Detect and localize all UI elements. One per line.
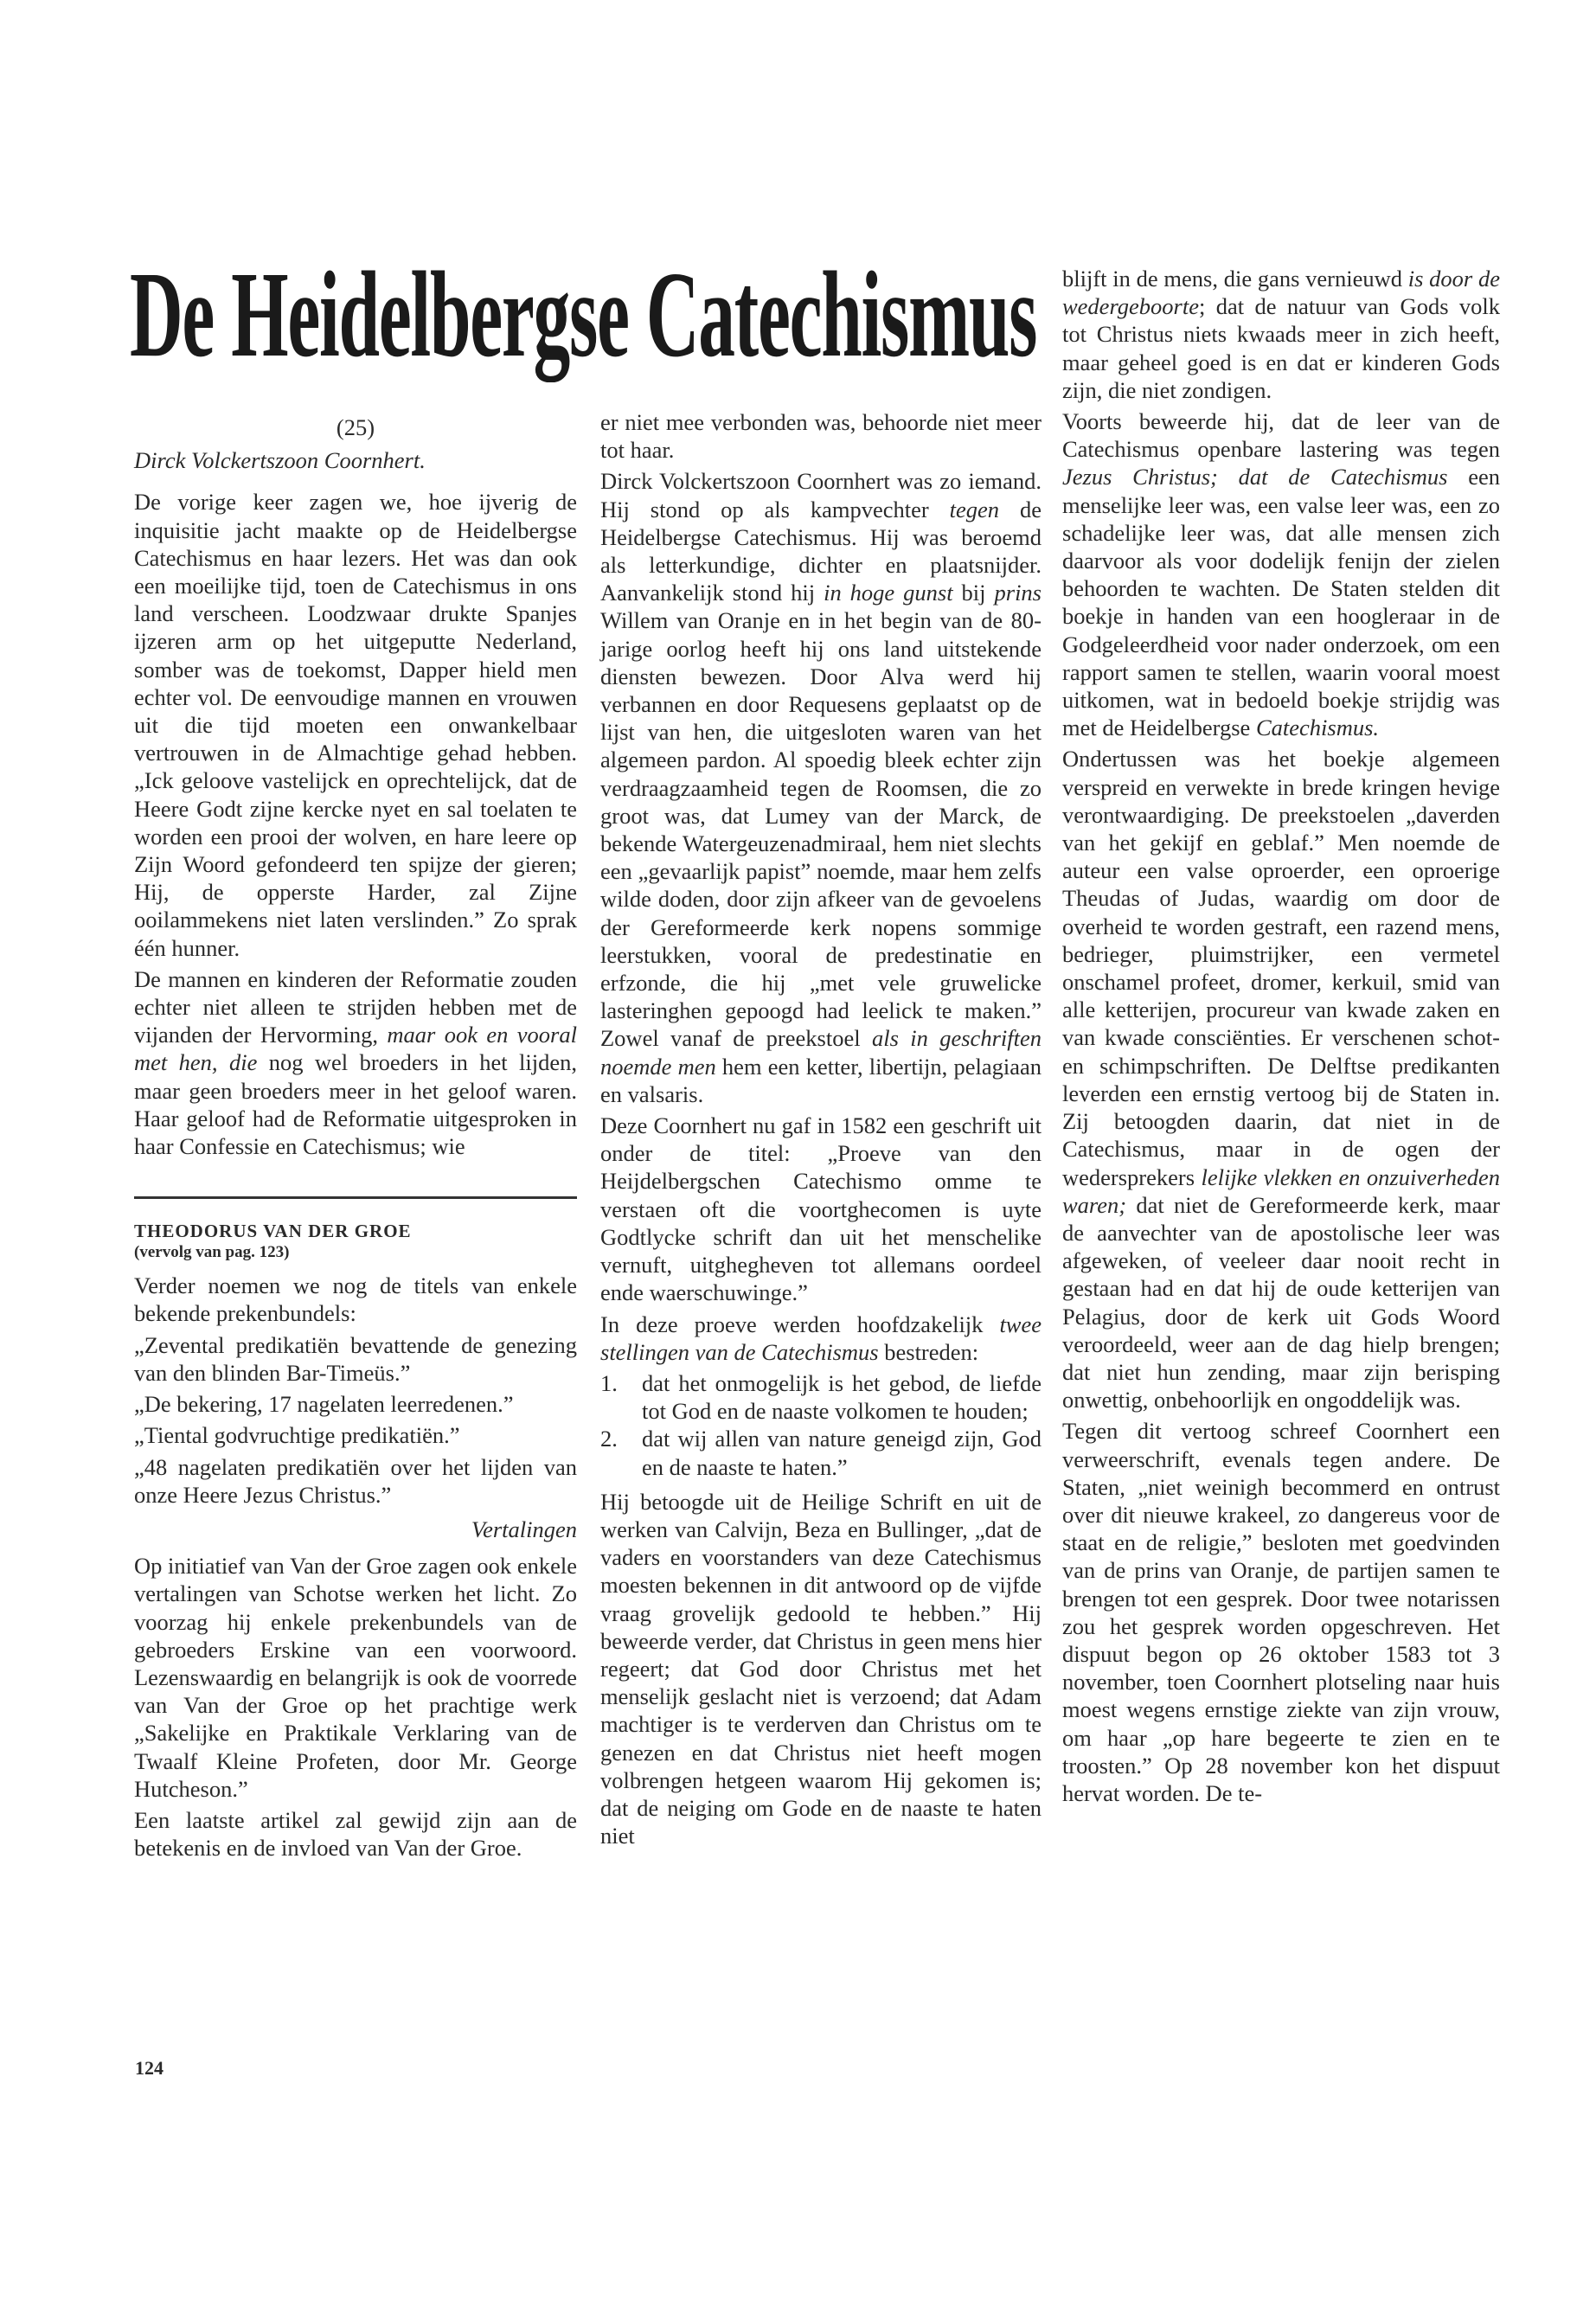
italic-text: is door de wedergeboorte: [1062, 266, 1500, 320]
italic-text: Catechismus.: [1255, 715, 1380, 741]
paragraph: [134, 1272, 577, 1327]
paragraph: [600, 408, 1042, 464]
paragraph: [600, 1488, 1042, 1850]
text-run: bij: [952, 580, 995, 606]
list-item: [600, 1425, 1042, 1480]
text-run: Ondertussen was het boekje algemeen verspreid en verwekte in brede kringen hevige verontwaardiging. De preekstoelen „daverden van het gekijf en geblaf.” Men noemde de auteur een valse oproerder, een oproerige Theudas of Judas, waardig om door de overheid te worden gestraft, een razend mens, bedrieger, pluimstrijker, een vermetel onschamel profeet, dromer, kerkuil, smid van alle ketterijen, procureur van kwade zaken en van kwade consciënties. Er verschenen schot- en schimpschriften. De Delftse predikanten leverden een ernstig vertoog bij de Staten in. Zij betoogden daarin, dat niet in de Catechismus, maar in de ogen der wedersprekers: [1062, 746, 1500, 1190]
paragraph: [134, 488, 577, 961]
text-run: ; dat de natuur van Gods volk tot Christus niets kwaads meer in zich heeft, maar geheel goed is en dat er kinderen Gods zijn, die niet zondigen.: [1062, 293, 1500, 403]
installment-number: (25): [336, 414, 375, 440]
text-run: In deze proeve werden hoofdzakelijk: [600, 1311, 1000, 1337]
text-run: Voorts beweerde hij, dat de leer van de Catechismus openbare lastering was tegen: [1062, 408, 1500, 463]
text-run: „48 nagelaten predikatiën over het lijden van onze Heere Jezus Christus.”: [134, 1453, 577, 1508]
section-heading: Vertalingen: [471, 1516, 577, 1542]
paragraph: [134, 1331, 577, 1387]
column-2-body: [600, 408, 1042, 1366]
list-number: 1.: [600, 1369, 618, 1396]
paragraph: [1062, 407, 1500, 741]
italic-text: twee stellingen van de Catechismus: [600, 1311, 1042, 1365]
list-number: 2.: [600, 1426, 618, 1452]
article-subtitle: Dirck Volckertszoon Coornhert.: [134, 447, 426, 474]
italic-text: in hoge gunst: [824, 580, 953, 606]
text-run: Dirck Volckertszoon Coornhert was zo iemand. Hij stond op als kampvechter: [600, 468, 1042, 522]
column-2: [600, 408, 1042, 1853]
text-run: „De bekering, 17 nagelaten leerredenen.”: [134, 1391, 514, 1418]
article-title: De Heidelbergse Catechismus: [130, 246, 1037, 382]
column-1: [134, 413, 577, 1865]
paragraph: [134, 1453, 577, 1509]
text-run: Deze Coornhert nu gaf in 1582 een geschrift uit onder de titel: „Proeve van den Heijdelbergschen Catechismo omme te verstaen oft die voortghecomen is uyte Godtlycke schrift dan uit het menschelike vernuft, uitghegheven tot allemans oordeel ende waerschuwinge.”: [600, 1112, 1042, 1306]
italic-text: als in geschriften noemde men: [600, 1025, 1042, 1080]
italic-text: maar ook en vooral met hen, die: [134, 1022, 577, 1076]
column-2-body-2: [600, 1488, 1042, 1850]
page-number: 124: [135, 2057, 163, 2079]
text-run: Tegen dit vertoog schreef Coornhert een verweerschrift, evenals tegen andere. De Staten, „niet weinigh becommerd en ontrust over dit nieuwe krakeel, zo dangereus voor de staat en de religie,” besloten met goedvinden van de prins van Oranje, de partijen samen te brengen tot een gesprek. Door twee notarissen zou het gesprek worden opgeschreven. Het dispuut begon op 26 oktober 1583 tot 3 november, toen Coornhert plotseling naar huis moest wegens ernstige ziekte van zijn vrouw, om haar „op hare begeerte te zien en te troosten.” Op 28 november kon het dispuut hervat worden. De te-: [1062, 1418, 1500, 1806]
paragraph: [1062, 265, 1500, 404]
sidebar-body-2: [134, 1552, 577, 1862]
paragraph: [134, 965, 577, 1160]
paragraph: [600, 1112, 1042, 1306]
text-run: blijft in de mens, die gans vernieuwd: [1062, 266, 1408, 292]
paragraph: [134, 1421, 577, 1449]
paragraph: [1062, 1417, 1500, 1807]
text-run: Willem van Oranje en in het begin van de 80-jarige oorlog heeft hij ons land uitstekende diensten bewezen. Door Alva werd hij verbannen en door Requesens geplaatst op de lijst van hen, die uitgesloten waren van het algemeen pardon. Al spoedig bleek echter zijn verdraagzaamheid tegen de Roomsen, die zo groot was, dat Lumey van der Marck, de bekende Watergeuzenadmiraal, hem niet slechts een „gevaarlijk papist” noemde, maar hem zelfs wilde doden, door zijn afkeer van de gevoelens der Gereformeerde kerk nopens sommige leerstukken, vooral de predestinatie en erfzonde, die hij „met vele gruwelicke lasteringhen gepoogd had leelick te maken.” Zowel vanaf de preekstoel: [600, 607, 1042, 1052]
paragraph: [1062, 745, 1500, 1413]
text-run: er niet mee verbonden was, behoorde niet meer tot haar.: [600, 409, 1042, 464]
text-run: „Tiental godvruchtige predikatiën.”: [134, 1422, 460, 1449]
text-run: „Zevental predikatiën bevattende de genezing van den blinden Bar-Timeüs.”: [134, 1331, 577, 1386]
text-run: Hij betoogde uit de Heilige Schrift en uit de werken van Calvijn, Beza en Bullinger, „dat de vaders en voorstanders van deze Catechismus moesten bekennen in dit antwoord op de vijfde vraag grovelijk gedoold te hebben.” Hij beweerde verder, dat Christus in geen mens hier regeert; dat God door Christus met het menselijk geslacht niet is verzoend; dat Adam machtiger is te verderven dan Christus om te genezen en dat Christus niet heeft mogen volbrengen hetgeen waarom Hij gekomen is; dat de neiging om Gode en de naaste te haten niet: [600, 1488, 1042, 1849]
italic-text: tegen: [949, 496, 1000, 522]
text-run: dat niet de Gereformeerde kerk, maar de aanvechter van de apostolische leer was afgeweken, of veeleer daar nooit recht in gestaan had en dat hij de oude ketterijen van Pelagius, door de kerk uit Gods Woord veroordeeld, weer aan de dag hielp brengen; dat niet hun zending, maar zijn berisping onwettig, onbehoorlijk en ongoddelijk was.: [1062, 1191, 1500, 1413]
italic-text: Jezus Christus; dat de Catechismus: [1062, 464, 1448, 490]
text-run: de Heidelbergse Catechismus. Hij was beroemd als letterkundige, dichter en plaatsnijder. Aanvankelijk stond hij: [600, 496, 1042, 606]
text-run: hem een ketter, libertijn, pelagiaan en valsaris.: [600, 1053, 1042, 1107]
numbered-list: [600, 1369, 1042, 1481]
main-article-body: [134, 488, 577, 1160]
list-text: dat wij allen van nature geneigd zijn, God en de naaste te haten.”: [642, 1426, 1042, 1480]
sidebar-body: [134, 1272, 577, 1509]
paragraph: [600, 1311, 1042, 1366]
continued-note: (vervolg van pag. 123): [134, 1243, 290, 1262]
text-run: bestreden:: [878, 1338, 979, 1365]
paragraph: [600, 467, 1042, 1108]
section-divider: [134, 1196, 577, 1199]
text-run: Verder noemen we nog de titels van enkele bekende prekenbundels:: [134, 1272, 577, 1327]
text-run: Een laatste artikel zal gewijd zijn aan de betekenis en de invloed van Van der Groe.: [134, 1806, 577, 1862]
sidebar-heading: THEODORUS VAN DER GROE: [134, 1221, 412, 1242]
paragraph: [134, 1806, 577, 1862]
text-run: een menselijke leer was, een valse leer was, een zo schadelijke leer was, dat alle mensen zich daarvoor als voor dodelijk fenijn der zielen behoorden te wachten. De Staten stelden dit boekje in handen van een hoogleraar in de Godgeleerdheid voor nader onderzoek, om een rapport samen te stellen, waarin vooral moest uitkomen, wat in bedoeld boekje strijdig was met de Heidelbergse: [1062, 464, 1500, 741]
italic-text: prins: [994, 580, 1042, 606]
italic-text: lelijke vlekken en onzuiverheden waren;: [1062, 1163, 1500, 1218]
list-item: [600, 1369, 1042, 1425]
text-run: De mannen en kinderen der Reformatie zouden echter niet alleen te strijden hebben met de vijanden der Hervorming,: [134, 965, 577, 1048]
paragraph: [134, 1552, 577, 1803]
list-text: dat het onmogelijk is het gebod, de liefde tot God en de naaste volkomen te houden;: [642, 1369, 1042, 1425]
text-run: De vorige keer zagen we, hoe ijverig de inquisitie jacht maakte op de Heidelbergse Catechismus en haar lezers. Het was dan ook een moeilijke tijd, toen de Catechismus in ons land verscheen. Loodzwaar drukte Spanjes ijzeren arm op het uitgeputte Nederland, somber was de toekomst, Dapper hield men echter vol. De eenvoudige mannen en vrouwen uit die tijd moeten een onwankelbaar vertrouwen in de Almachtige gehad hebben. „Ick geloove vastelijck en oprechtelijck, dat de Heere Godt zijne kercke nyet en sal toelaten te worden een prooi der wolven, en hare leere op Zijn Woord gefondeerd ten spijze der gieren; Hij, de opperste Harder, zal Zijne ooilammekens niet laten verslinden.” Zo sprak één hunner.: [134, 489, 577, 961]
column-3: [1062, 265, 1500, 1811]
column-3-body: [1062, 265, 1500, 1807]
text-run: nog wel broeders in het lijden, maar geen broeders meer in het geloof waren. Haar geloof had de Reformatie uitgesproken in haar Confessie en Catechismus; wie: [134, 1049, 577, 1160]
paragraph: [134, 1390, 577, 1418]
text-run: Op initiatief van Van der Groe zagen ook enkele vertalingen van Schotse werken het licht. Zo voorzag hij enkele prekenbundels van de gebroeders Erskine van een voorwoord. Lezenswaardig en belangrijk is ook de voorrede van Van der Groe op het prachtige werk „Sakelijke en Praktikale Verklaring van de Twaalf Kleine Profeten, door Mr. George Hutcheson.”: [134, 1553, 577, 1802]
